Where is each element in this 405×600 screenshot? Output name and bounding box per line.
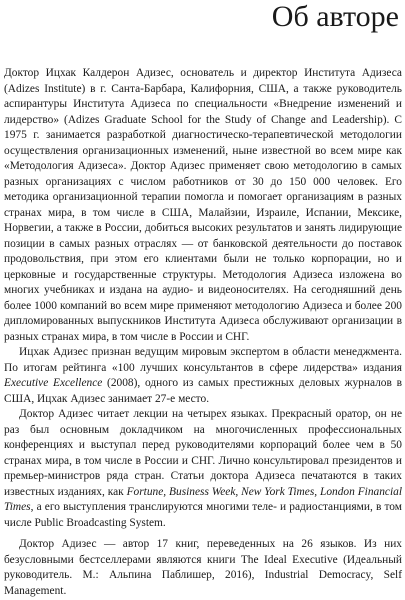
publication-names: Fortune, Business Week, New York Times, London Financial Times (4, 485, 403, 513)
paragraph-lectures-part-1: Доктор Адизес читает лекции на четырех языках. Прекрасный оратор, он не раз был основным докладчиком на многочисленных профессиональных конференциях и выступал перед руководителями корпораций более чем в 50 странах мира, в том числе в России и СНГ. Лично консультировал президентов и премьер-министров ряда стран. Статьи доктора Адизеса печатаются в таких известных изданиях, как (4, 408, 402, 498)
paragraph-biography: Доктор Ицхак Калдерон Адизес, основатель и директор Института Адизеса (Adizes Institute) в г. Санта-Барбара, Калифорния, США, а также руководитель аспирантуры Института Адизеса по специальности «Внедрение изменений и лидерство» (Adizes Graduate School for the Study of Change and Leadership). С 1975 г. занимается разработкой диагностическо-терапевтической методологии осуществления организационных изменений, ныне известной во всем мире как «Методология Адизеса». Доктор Адизес применяет свою методологию в самых разных организациях с числом работников от 30 до 150 000 человек. Его методика организационной терапии помогла и помогает организациям в разных странах мира, в том числе в США, Малайзии, Израиле, Испании, Мексике, Норвегии, а также в России, добиться высоких результатов и занять лидирующие позиции в самых разных отраслях — от банковской деятельности до поставок продовольствия, при этом его клиентами были не только корпорации, но и церковные и государственные структуры. Методология Адизеса изложена во многих учебниках и издана на аудио- и видеоносителях. На сегодняшний день более 1000 компаний во всем мире применяют методологию Адизеса и более 200 дипломированных выпускников Института Адизеса обслуживают организации в разных странах мира, в том числе в России и СНГ. (4, 67, 402, 343)
paragraph-recognition (4, 345, 402, 407)
magazine-name: Executive Excellence (4, 377, 103, 389)
paragraph-lectures (4, 407, 402, 531)
page-title: Об авторе (271, 0, 399, 33)
paragraph-lectures-part-2: , а его выступления транслируются многими теле- и радиостанциями, в том числе Public Broadcasting System. (4, 501, 402, 529)
paragraph-recognition-part-1: Ицхак Адизес признан ведущим мировым экспертом в области менеджмента. По итогам рейтинга «100 лучших консультантов в сфере лидерства» издания (4, 346, 402, 374)
article-body (4, 66, 402, 599)
paragraph-books: Доктор Адизес — автор 17 книг, переведенных на 26 языков. Из них безусловными бестселлерами являются книги The Ideal Executive (Идеальный руководитель. М.: Альпина Паблишер, 2016), Industrial Democracy, Self Management. (4, 538, 402, 597)
paragraph-recognition-part-2: (2008), одного из самых престижных деловых журналов в США, Ицхак Адизес занимает 27-е место. (4, 377, 402, 405)
